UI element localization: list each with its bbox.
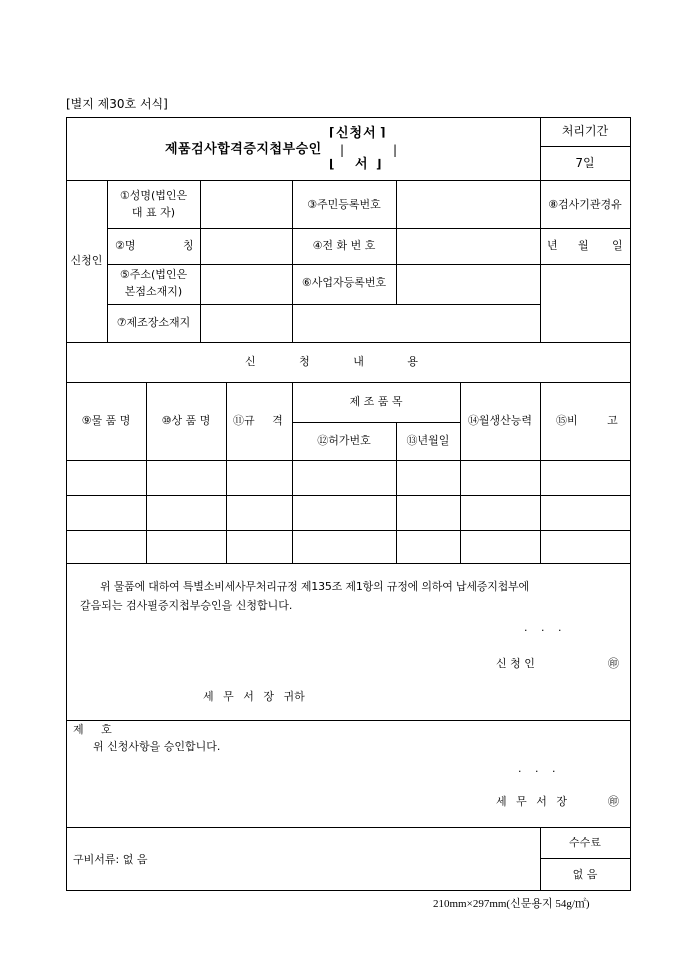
application-content-title: 신 청 내 용 xyxy=(245,355,418,368)
statement-line1: 위 물품에 대하여 특별소비세사무처리규정 제135조 제1항의 규정에 의하여 납세증지첩부에 xyxy=(100,580,529,593)
table-row xyxy=(66,461,631,495)
col-remarks: ⑮비 고 xyxy=(556,414,618,427)
capacity-cell[interactable] xyxy=(461,531,540,563)
processing-period-value: 7일 xyxy=(575,156,595,170)
remarks-cell[interactable] xyxy=(541,496,630,530)
form-label: [별지 제30호 서식] xyxy=(66,97,168,111)
applicant-seal: ㊞ xyxy=(608,657,619,670)
permit-number-cell[interactable] xyxy=(293,461,396,495)
remarks-cell[interactable] xyxy=(541,531,630,563)
date-cell[interactable] xyxy=(397,461,460,495)
col-goods-name: ⑨물 품 명 xyxy=(81,414,131,427)
business-number-label: ⑥사업자등록번호 xyxy=(301,276,387,289)
name-label-line2: 대 표 자) xyxy=(131,206,176,219)
recipient: 세 무 서 장 귀하 xyxy=(203,690,305,703)
bracket-mid-right: | xyxy=(393,143,398,157)
spec-cell[interactable] xyxy=(227,461,292,495)
goods-name-cell[interactable] xyxy=(67,496,146,530)
date-month-label: 월 xyxy=(578,239,589,252)
address-label-line2: 본점소재지) xyxy=(124,285,183,298)
approval-number-label: 제 호 xyxy=(73,723,112,736)
statement-line2: 갈음되는 검사필증지첩부승인을 신청합니다. xyxy=(80,599,293,612)
product-name-cell[interactable] xyxy=(147,461,226,495)
bracket-bottom-left: ⌊ xyxy=(329,157,335,171)
phone-label: ④전 화 번 호 xyxy=(312,239,376,252)
capacity-cell[interactable] xyxy=(461,461,540,495)
business-number-field[interactable] xyxy=(397,265,540,304)
name-label-line1: ①성명(법인은 xyxy=(119,189,188,202)
company-field[interactable] xyxy=(201,229,292,264)
spec-cell[interactable] xyxy=(227,531,292,563)
factory-location-label: ⑦제조장소재지 xyxy=(116,316,191,329)
col-spec: ⑪규 격 xyxy=(233,414,283,427)
product-name-cell[interactable] xyxy=(147,496,226,530)
required-documents: 구비서류: 없 음 xyxy=(73,853,148,866)
bracket-mid-left: | xyxy=(340,143,345,157)
spec-cell[interactable] xyxy=(227,496,292,530)
goods-name-cell[interactable] xyxy=(67,461,146,495)
fee-value: 없 음 xyxy=(572,868,598,881)
factory-location-field[interactable] xyxy=(201,305,540,342)
date-cell[interactable] xyxy=(397,531,460,563)
fee-label: 수수료 xyxy=(569,836,601,849)
form-title: 제품검사합격증지첩부승인 xyxy=(165,142,322,157)
name-field[interactable] xyxy=(201,181,292,228)
resident-number-label: ③주민등록번호 xyxy=(307,198,381,211)
processing-period-label: 처리기간 xyxy=(561,124,609,138)
date-day-label: 일 xyxy=(612,239,623,252)
inspection-route-label: ⑧검사기관경유 xyxy=(548,198,622,211)
product-name-cell[interactable] xyxy=(147,531,226,563)
applicant-signature-label: 신 청 인 xyxy=(496,657,535,670)
table-row xyxy=(66,496,631,530)
approval-date: . . . xyxy=(518,762,556,775)
col-monthly-capacity: ⑭월생산능력 xyxy=(467,414,533,427)
title-option-document: 서 xyxy=(355,157,368,172)
col-permit-number: ⑫허가번호 xyxy=(317,434,371,447)
table-row xyxy=(66,531,631,563)
resident-number-field[interactable] xyxy=(397,181,540,228)
date-cell[interactable] xyxy=(397,496,460,530)
approval-seal: ㊞ xyxy=(608,795,619,808)
approval-official: 세 무 서 장 xyxy=(496,795,567,808)
col-product-name: ⑩상 품 명 xyxy=(161,414,211,427)
bracket-top-left: ⌈ xyxy=(329,125,335,139)
remarks-cell[interactable] xyxy=(541,461,630,495)
title-option-application: 신청서 xyxy=(336,126,377,141)
approval-text: 위 신청사항을 승인합니다. xyxy=(93,740,221,753)
col-date: ⑬년월일 xyxy=(406,434,450,447)
date-year-label: 년 xyxy=(547,239,558,252)
goods-name-cell[interactable] xyxy=(67,531,146,563)
applicant-section-label: 신청인 xyxy=(70,254,103,267)
capacity-cell[interactable] xyxy=(461,496,540,530)
phone-field[interactable] xyxy=(397,229,540,264)
bracket-bottom-right: ⌋ xyxy=(376,157,382,171)
paper-size: 210mm×297mm(신문용지 54g/㎡) xyxy=(433,898,590,910)
company-label: ②명 xyxy=(115,239,136,252)
bracket-top-right: ⌉ xyxy=(380,125,386,139)
permit-number-cell[interactable] xyxy=(293,496,396,530)
company-label-suffix: 칭 xyxy=(183,239,194,252)
permit-number-cell[interactable] xyxy=(293,531,396,563)
address-label-line1: ⑤주소(법인은 xyxy=(119,268,188,281)
address-field[interactable] xyxy=(201,265,292,304)
statement-date: . . . xyxy=(524,621,562,634)
col-manufacture-item: 제 조 품 목 xyxy=(349,395,403,408)
